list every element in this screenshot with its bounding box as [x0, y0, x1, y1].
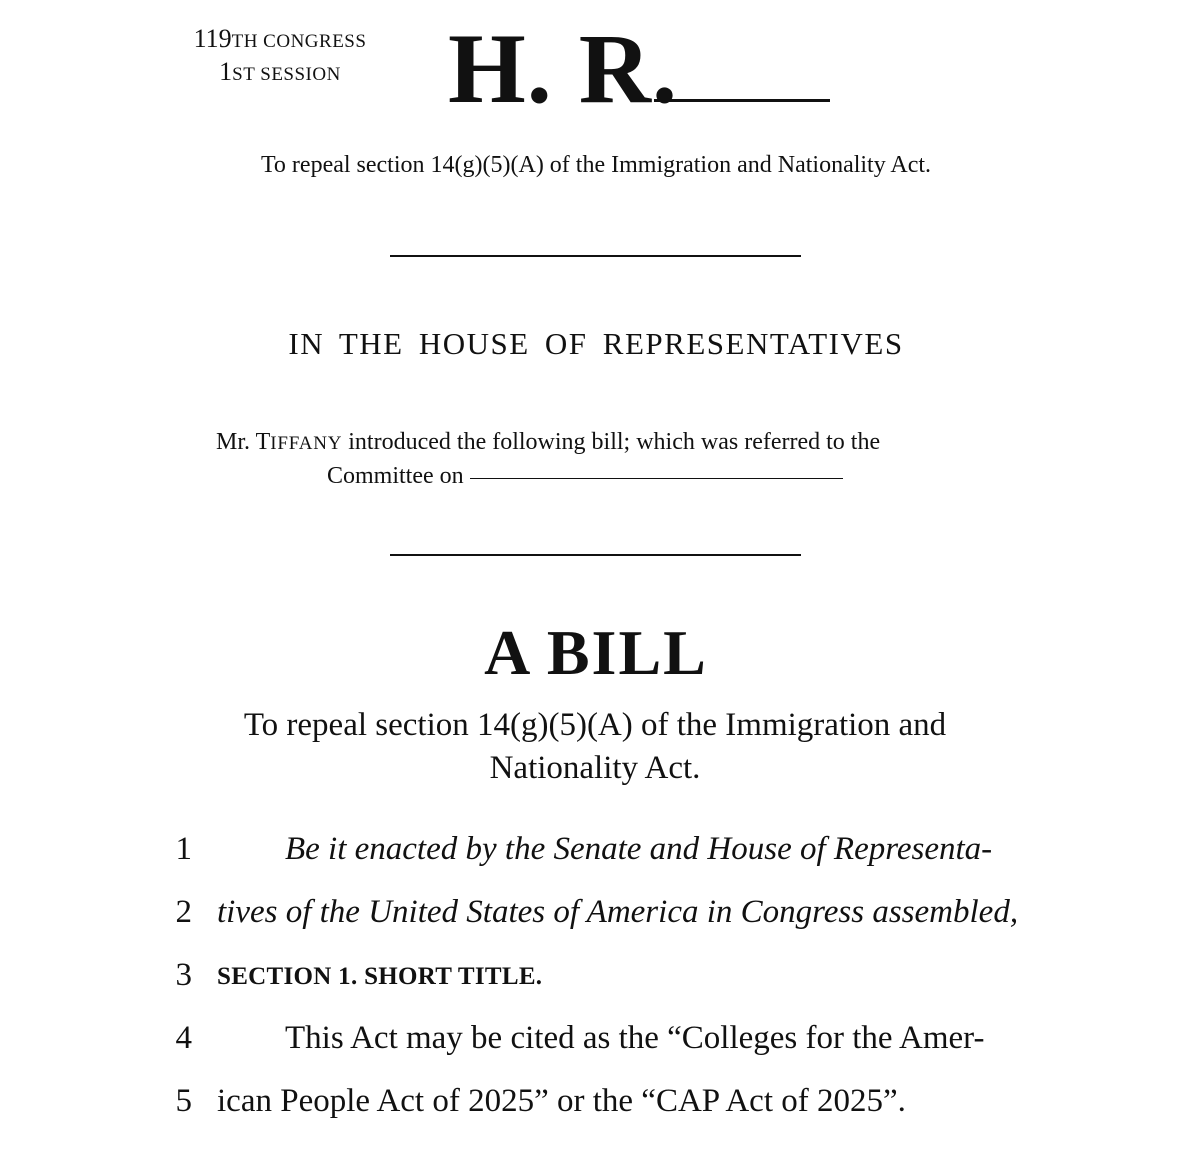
congress-session-block	[150, 24, 410, 90]
introduction-statement	[216, 426, 1016, 493]
line-number: 2	[175, 894, 192, 930]
line-number: 3	[175, 957, 192, 993]
chamber-heading: IN THE HOUSE OF REPRESENTATIVES	[288, 326, 904, 361]
sponsor-name: IFFANY	[270, 433, 343, 454]
enacting-clause-line: tives of the United States of America in Congress assembled,	[217, 894, 1019, 930]
line-number: 5	[175, 1083, 192, 1119]
section-text-line: ican People Act of 2025” or the “CAP Act of 2025”.	[217, 1083, 906, 1119]
long-title-line: Nationality Act.	[489, 750, 701, 786]
line-number: 4	[175, 1020, 192, 1056]
enacting-clause-line: Be it enacted by the Senate and House of Representa-	[285, 831, 993, 867]
section-heading: SECTION 1. SHORT TITLE.	[217, 963, 543, 990]
long-title-line: To repeal section 14(g)(5)(A) of the Immigration and	[243, 707, 947, 743]
section-text-line: This Act may be cited as the “Colleges for the Amer-	[285, 1020, 985, 1056]
congress-label: 119TH CONGRESS	[193, 24, 367, 53]
committee-blank-line	[470, 478, 843, 479]
line-number: 1	[175, 831, 192, 867]
session-label: 1ST SESSION	[219, 57, 341, 86]
committee-line: Committee on	[216, 460, 1016, 493]
bill-number-blank-line	[654, 99, 830, 102]
bill-type-title: H. R.	[448, 13, 678, 124]
bill-heading: A BILL	[484, 617, 708, 688]
long-title	[180, 704, 1010, 790]
short-purpose: To repeal section 14(g)(5)(A) of the Immigration and Nationality Act.	[260, 152, 932, 178]
divider-rule	[390, 255, 801, 257]
introduction-line: Mr. TIFFANY introduced the following bill; which was referred to the	[216, 429, 881, 455]
divider-rule	[390, 554, 801, 556]
